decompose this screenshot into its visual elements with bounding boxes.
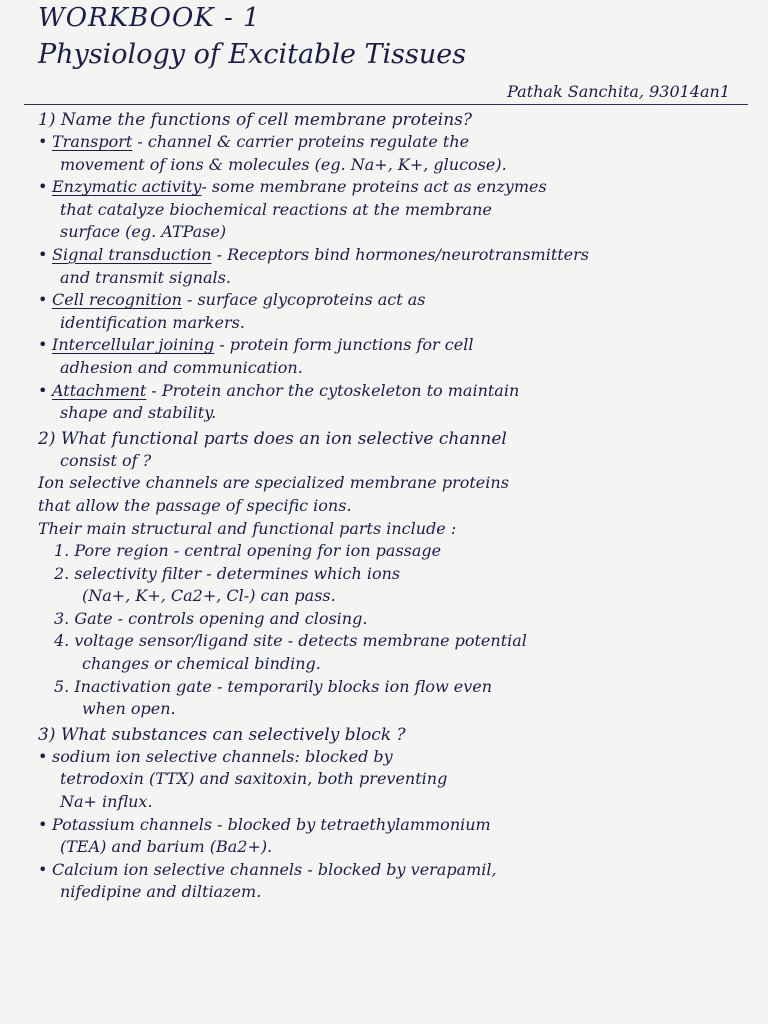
header-rule bbox=[24, 104, 748, 105]
item-text: sodium ion selective channels: blocked by bbox=[52, 746, 393, 766]
item-continuation: adhesion and communication. bbox=[60, 357, 303, 377]
item-text: - surface glycoproteins act as bbox=[181, 290, 426, 310]
item-continuation: Na+ influx. bbox=[60, 792, 153, 812]
list-item: 1. Pore region - central opening for ion passage bbox=[54, 541, 442, 561]
item-term: Signal transduction bbox=[52, 244, 212, 264]
author-name: Pathak Sanchita, 93014an1 bbox=[507, 82, 730, 101]
item-text: Potassium channels - blocked by tetraethylammonium bbox=[52, 814, 491, 834]
page-title: Physiology of Excitable Tissues bbox=[38, 39, 467, 70]
list-item: • Cell recognition - surface glycoproteins act as bbox=[38, 290, 426, 310]
item-continuation: movement of ions & molecules (eg. Na+, K+, glucose). bbox=[60, 154, 507, 174]
item-term: Cell recognition bbox=[52, 290, 182, 310]
list-item: • sodium ion selective channels: blocked by bbox=[38, 746, 393, 766]
item-continuation: and transmit signals. bbox=[60, 267, 231, 287]
question-2-text: 2) What functional parts does an ion selective channel bbox=[38, 428, 507, 449]
answer-intro-line: Their main structural and functional parts include : bbox=[38, 518, 457, 538]
item-term: Enzymatic activity bbox=[52, 177, 202, 197]
item-continuation: nifedipine and diltiazem. bbox=[60, 882, 262, 902]
item-text: - channel & carrier proteins regulate the bbox=[132, 132, 470, 151]
list-item: • Transport - channel & carrier proteins regulate the bbox=[38, 132, 470, 151]
question-3 bbox=[38, 724, 734, 904]
list-item: • Calcium ion selective channels - blocked by verapamil, bbox=[38, 859, 497, 879]
question-3-text: 3) What substances can selectively block ? bbox=[38, 724, 406, 745]
list-item: • Signal transduction - Receptors bind hormones/neurotransmitters bbox=[38, 244, 589, 264]
item-continuation: shape and stability. bbox=[60, 403, 217, 423]
workbook-heading: WORKBOOK - 1 bbox=[38, 3, 261, 33]
item-continuation: (Na+, K+, Ca2+, Cl-) can pass. bbox=[82, 586, 336, 606]
answer-intro-line: that allow the passage of specific ions. bbox=[38, 495, 352, 515]
item-text: - Receptors bind hormones/neurotransmitters bbox=[211, 244, 589, 264]
list-item: • Attachment - Protein anchor the cytoskeleton to maintain bbox=[38, 380, 520, 400]
item-continuation: that catalyze biochemical reactions at the membrane bbox=[60, 199, 492, 219]
item-term: Attachment bbox=[52, 380, 147, 400]
list-item: 4. voltage sensor/ligand site - detects membrane potential bbox=[54, 631, 527, 651]
list-item: • Potassium channels - blocked by tetraethylammonium bbox=[38, 814, 491, 834]
item-text: - some membrane proteins act as enzymes bbox=[201, 177, 547, 197]
question-2-continuation: consist of ? bbox=[60, 450, 152, 470]
item-continuation: surface (eg. ATPase) bbox=[60, 222, 227, 242]
list-item: 2. selectivity filter - determines which ions bbox=[54, 563, 401, 583]
list-item: • Enzymatic activity- some membrane proteins act as enzymes bbox=[38, 177, 547, 197]
answer-intro-line: Ion selective channels are specialized membrane proteins bbox=[38, 473, 509, 493]
item-continuation: tetrodoxin (TTX) and saxitoxin, both preventing bbox=[60, 769, 448, 789]
question-1 bbox=[38, 109, 734, 425]
item-continuation: identification markers. bbox=[60, 312, 245, 332]
item-continuation: when open. bbox=[82, 699, 176, 719]
question-1-text: 1) Name the functions of cell membrane proteins? bbox=[38, 110, 472, 130]
list-item: • Intercellular joining - protein form junctions for cell bbox=[38, 335, 474, 355]
list-item: 3. Gate - controls opening and closing. bbox=[54, 608, 368, 628]
item-text: Calcium ion selective channels - blocked by verapamil, bbox=[52, 859, 497, 879]
item-continuation: (TEA) and barium (Ba2+). bbox=[60, 837, 273, 857]
item-continuation: changes or chemical binding. bbox=[82, 654, 321, 674]
question-2 bbox=[38, 428, 734, 721]
item-text: - Protein anchor the cytoskeleton to maintain bbox=[146, 380, 520, 400]
item-term: Intercellular joining bbox=[52, 335, 215, 355]
item-text: - protein form junctions for cell bbox=[214, 335, 474, 355]
item-term: Transport bbox=[52, 132, 133, 151]
list-item: 5. Inactivation gate - temporarily blocks ion flow even bbox=[54, 676, 493, 696]
